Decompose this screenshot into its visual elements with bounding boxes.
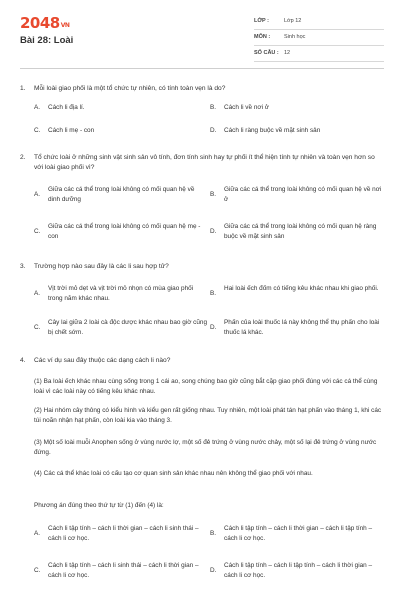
meta-count-key: SỐ CÂU : <box>254 50 279 56</box>
meta-subject <box>254 30 384 46</box>
question-number: 4. <box>20 357 26 364</box>
question-number: 3. <box>20 263 26 270</box>
question-number: 1. <box>20 85 26 92</box>
q4-prompt: Phương án đúng theo thứ tự từ (1) đến (4) là: <box>34 502 164 509</box>
q4-paragraph-1: (1) Ba loài ếch khác nhau cùng sống trong 1 cái ao, song chúng bao giờ cũng bắt cặp giao phối đúng với các cá thể cùng loài vì các loài này có tiếng kêu khác nhau. <box>34 378 378 395</box>
meta-class-key: LỚP : <box>254 18 269 24</box>
meta-subject-value: Sinh học <box>284 34 306 40</box>
question-stem: Các ví dụ sau đây thuộc các dạng cách li nào? <box>34 357 171 364</box>
meta-subject-key: MÔN : <box>254 34 271 40</box>
meta-count <box>254 46 384 62</box>
meta-class <box>254 14 384 30</box>
site-logo[interactable]: 2048VN <box>20 14 70 32</box>
meta-count-value: 12 <box>284 50 291 56</box>
q4-paragraph-4: (4) Các cá thể khác loài có cấu tạo cơ quan sinh sản khác nhau nên không thể giao phối với nhau. <box>34 470 313 477</box>
question-stem: Trường hợp nào sau đây là các li sau hợp tử? <box>34 263 169 270</box>
question-stem: Mỗi loài giao phối là một tổ chức tự nhiên, có tính toàn vẹn là do? <box>34 85 226 92</box>
q4-paragraph-3: (3) Một số loài muỗi Anophen sống ở vùng nước lợ, một số đẻ trứng ở vùng nước chảy, một số lại đẻ trứng ở vùng nước đứng. <box>34 439 377 456</box>
page-header <box>0 0 400 66</box>
header-divider <box>20 68 384 69</box>
q4-paragraph-2: (2) Hai nhóm cây thông có kiểu hình và kiểu gen rất giống nhau. Tuy nhiên, một loài phát tán hạt phấn vào tháng 1, khi các túi noãn nhận hạt phấn, còn loài kia vào tháng 3. <box>34 407 382 424</box>
meta-class-value: Lớp 12 <box>284 18 302 24</box>
question-number: 2. <box>20 154 26 161</box>
lesson-title: Bài 28: Loài <box>20 35 74 46</box>
question-stem: Tổ chức loài ở những sinh vật sinh sản vô tính, đơn tính sinh hay tự phối ít thể hiện tính tự nhiên và toàn vẹn hơn so với loài giao phối vì? <box>34 154 375 171</box>
